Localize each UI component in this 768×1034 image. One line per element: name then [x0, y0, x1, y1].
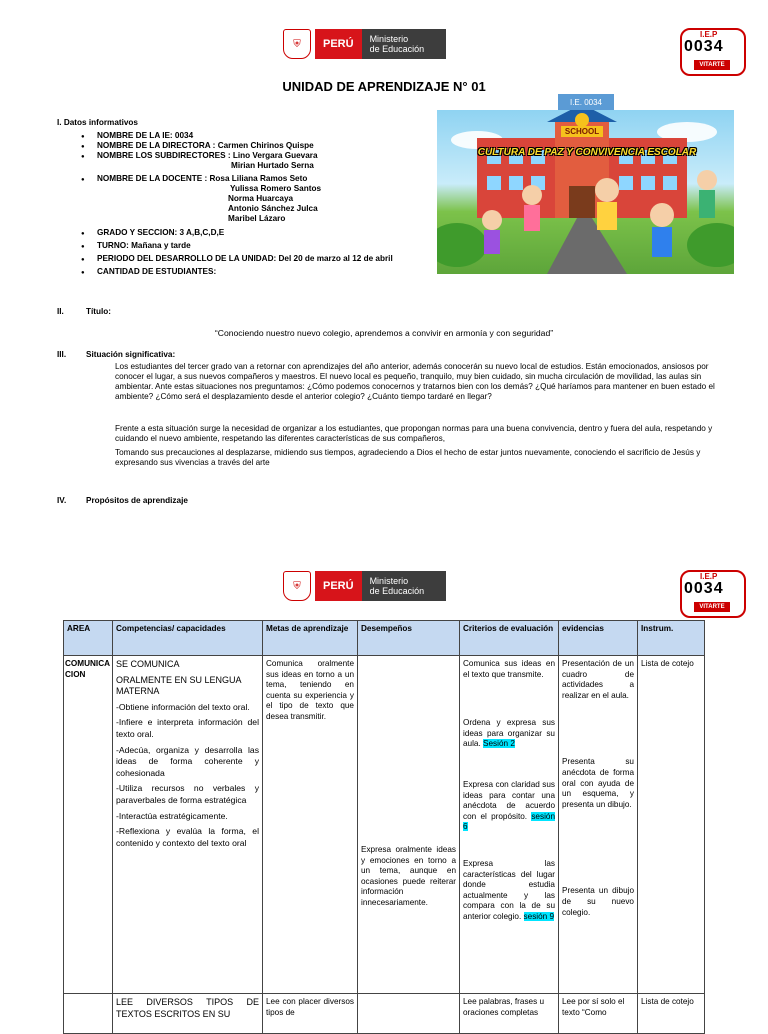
school-illustration — [437, 110, 734, 274]
situation-p3: Tomando sus precauciones al desplazarse, midiendo sus tiempos, agradeciendo a Dios el hecho de estar juntos nuevamente, conociendo el sacrificio de Jesús y expresando sus vivencias a través del arte — [115, 448, 701, 468]
competencia-cell: LEE DIVERSOS TIPOS DE TEXTOS ESCRITOS EN SU — [113, 994, 263, 1034]
evidencia-cell: Presentación de un cuadro de actividades a realizar en el aula. Presenta su anécdota de forma oral con ayuda de un esquema, y presenta un dibujo. Presenta un dibujo de su nuevo colegio. — [559, 656, 638, 994]
desempeno-cell — [358, 994, 460, 1034]
list-item: Antonio Sánchez Julca — [228, 204, 318, 213]
peru-shield-icon: ⛨ — [283, 29, 311, 59]
meta-cell: Comunica oralmente sus ideas en torno a un tema, teniendo en cuenta su experiencia y el tipo de texto que desea transmitir. — [263, 656, 358, 994]
list-item: ● NOMBRE DE LA DOCENTE : Rosa Liliana Ramos Seto — [67, 174, 447, 184]
learning-purposes-table — [63, 620, 705, 1034]
unit-title: “Conociendo nuestro nuevo colegio, aprendemos a convivir en armonía y con seguridad” — [214, 328, 554, 338]
peru-label: PERÚ — [315, 29, 362, 59]
list-item: ● NOMBRE DE LA IE: 0034 — [67, 131, 447, 141]
area-cell — [64, 994, 113, 1034]
evidencia-cell: Lee por sí solo el texto “Como — [559, 994, 638, 1034]
session-tag: sesión 9 — [523, 911, 555, 921]
situation-p1: Los estudiantes del tercer grado van a retornar con aprendizajes del año anterior, además conocerán su nuevo local de estudios. Están emocionados, ansiosos por conocer el lugar, a sus nuevos compañeros y maestros. El nuevo local es pequeño, tranquilo, muy bien cuidado, sin mucha circulación de movilidad, las aulas sin ambientar. Ante estas situaciones nos preguntamos: ¿Cómo podemos conocernos y tratarnos bien con los demás? ¿Qué haríamos para mantener en buen estado el ambiente? ¿Cómo será el desplazamiento desde el anterior colegio? ¿Cuánto tiempo tardaré en llegar? — [115, 362, 715, 402]
list-item: Norma Huarcaya — [228, 194, 294, 203]
section2-heading: Título: — [86, 307, 112, 316]
instrumento-cell: Lista de cotejo — [638, 656, 705, 994]
list-item: Mirian Hurtado Serna — [231, 161, 314, 170]
instrumento-cell: Lista de cotejo — [638, 994, 705, 1034]
header-criterios: Criterios de evaluación — [460, 621, 559, 656]
header-metas: Metas de aprendizaje — [263, 621, 358, 656]
session-tag: sesión 6 — [463, 811, 555, 832]
criterio-cell: Comunica sus ideas en el texto que transmite. Ordena y expresa sus ideas para organizar su aula. Sesión 2 Expresa con claridad sus ideas para contar una anécdota de acuerdo con el propósito. sesión 6 Expresa las características del lugar donde estudia actualmente y las compara con la de su anterior colegio. sesión 9 — [460, 656, 559, 994]
ministry-label: Ministerio de Educación — [362, 571, 446, 601]
section4-heading: Propósitos de aprendizaje — [86, 496, 188, 505]
hero-banner: CULTURA DE PAZ Y CONVIVENCIA ESCOLAR — [477, 147, 697, 158]
competencia-cell: SE COMUNICA ORALMENTE EN SU LENGUA MATERNA -Obtiene información del texto oral. -Infiere e interpreta información del texto oral. -Adecúa, organiza y desarrolla las ideas de forma coherente y cohesionada -Utiliza recursos no verbales y paraverbales de forma estratégica -Interactúa estratégicamente. -Reflexiona y evalúa la forma, el contenido y contexto del texto oral — [113, 656, 263, 994]
peru-label: PERÚ — [315, 571, 362, 601]
list-item: Maribel Lázaro — [228, 214, 286, 223]
list-item: Yulissa Romero Santos — [230, 184, 322, 193]
page-title: UNIDAD DE APRENDIZAJE N° 01 — [282, 79, 486, 94]
header-desempenos: Desempeños — [358, 621, 460, 656]
criterio-cell: Lee palabras, frases u oraciones completas — [460, 994, 559, 1034]
list-item: ● GRADO Y SECCION: 3 A,B,C,D,E — [67, 228, 447, 238]
session-tag: Sesión 2 — [483, 739, 515, 749]
school-badge-logo: I.E.P 0034 VITARTE — [680, 28, 744, 74]
header-evidencias: evidencias — [559, 621, 638, 656]
school-sign: SCHOOL — [564, 127, 600, 136]
area-cell: COMUNICACION — [64, 656, 113, 994]
list-item: ● CANTIDAD DE ESTUDIANTES: — [67, 267, 447, 277]
datos-list — [67, 131, 447, 277]
section1-heading: I. Datos informativos — [57, 118, 138, 127]
peru-shield-icon: ⛨ — [283, 571, 311, 601]
minedu-logo — [283, 29, 446, 59]
header-area: AREA — [64, 621, 113, 656]
minedu-logo-page2 — [283, 571, 446, 601]
section3-num: III. — [57, 350, 67, 359]
meta-cell: Lee con placer diversos tipos de — [263, 994, 358, 1034]
section3-heading: Situación significativa: — [86, 350, 176, 359]
table-header-row — [64, 621, 705, 656]
header-competencias: Competencias/ capacidades — [113, 621, 263, 656]
list-item: ● TURNO: Mañana y tarde — [67, 241, 447, 251]
school-badge-logo-page2: I.E.P 0034 VITARTE — [680, 570, 744, 616]
ministry-label: Ministerio de Educación — [362, 29, 446, 59]
section4-num: IV. — [57, 496, 67, 505]
list-item: ● NOMBRE DE LA DIRECTORA : Carmen Chirinos Quispe — [67, 141, 447, 151]
table-row — [64, 656, 705, 994]
list-item: ● PERIODO DEL DESARROLLO DE LA UNIDAD: Del 20 de marzo al 12 de abril — [67, 254, 447, 264]
section2-num: II. — [57, 307, 64, 316]
table-row — [64, 994, 705, 1034]
situation-p2: Frente a esta situación surge la necesidad de organizar a los estudiantes, que propongan normas para una buena convivencia, dentro y fuera del aula, respetando y cuidando el nuevo ambiente, respetando las diferentes características de sus compañeros, — [115, 424, 713, 444]
header-instrumentos: Instrum. — [638, 621, 705, 656]
list-item: ● NOMBRE LOS SUBDIRECTORES : Lino Vergara Guevara — [67, 151, 447, 161]
desempeno-cell: Expresa oralmente ideas y emociones en torno a un tema, aunque en ocasiones puede reiterar información innecesariamente. — [358, 656, 460, 994]
ie-badge: I.E. 0034 — [558, 94, 614, 111]
